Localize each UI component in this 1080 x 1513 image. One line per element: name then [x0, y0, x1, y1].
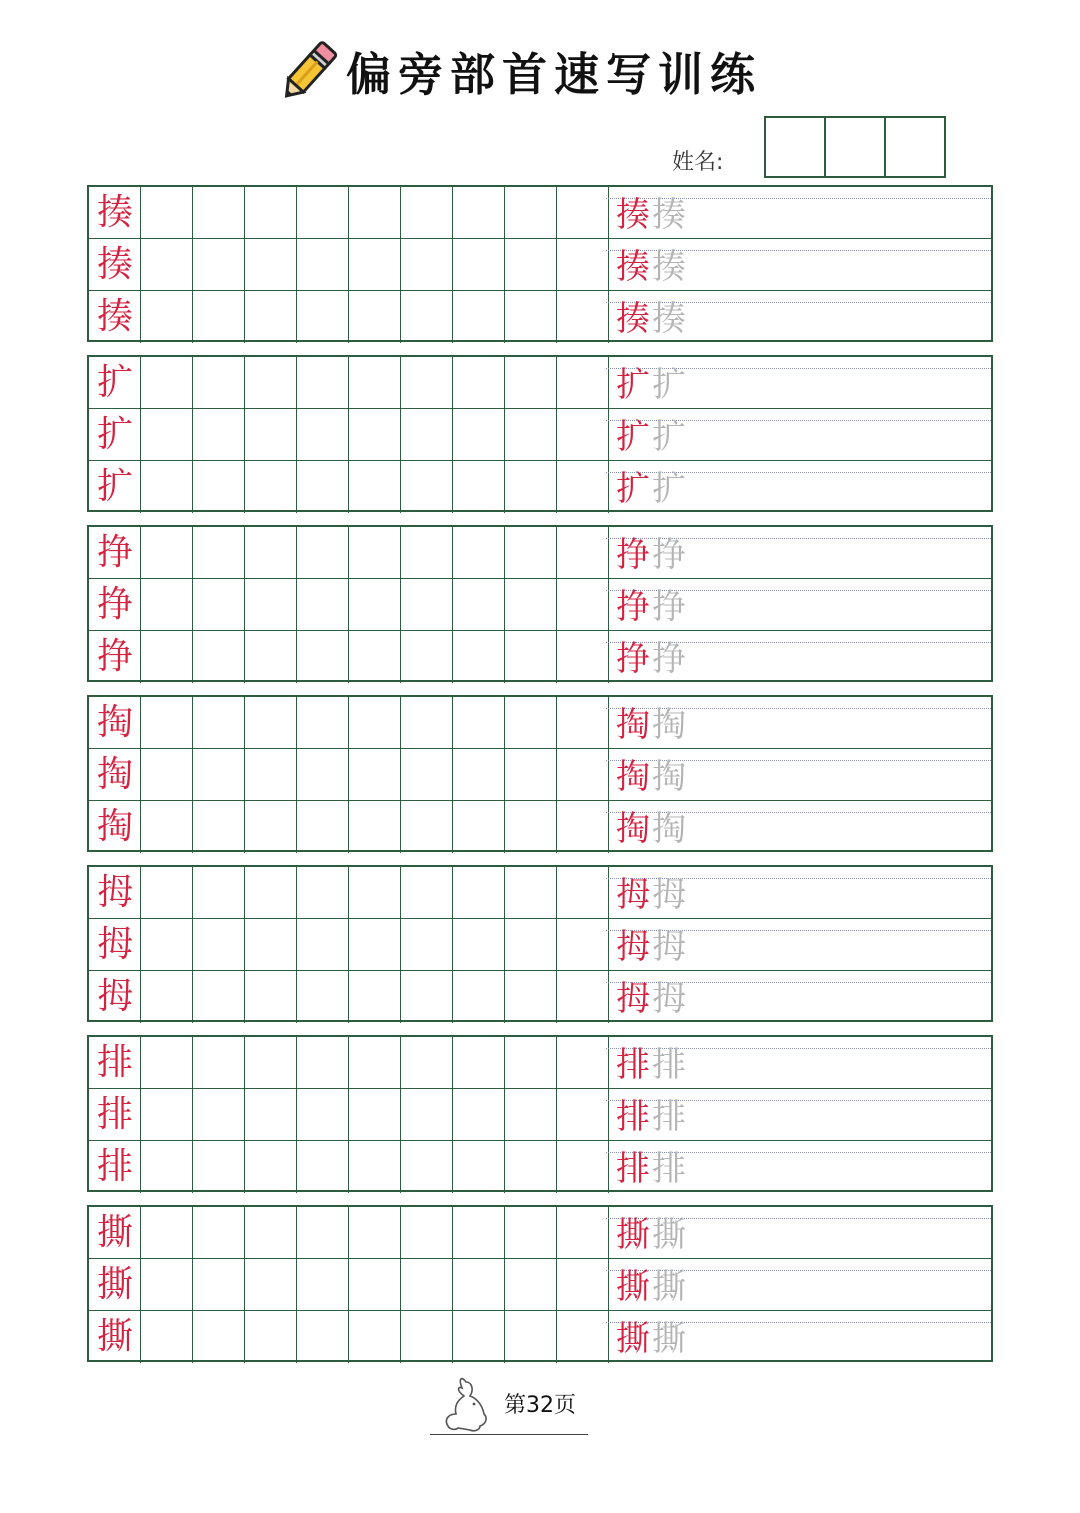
model-char: 掏: [616, 757, 650, 797]
footer-underline: [430, 1434, 588, 1435]
trace-char: 撕: [652, 1215, 686, 1255]
pencil-icon: [276, 38, 340, 106]
model-char: 挣: [96, 584, 133, 625]
worksheet-header: [0, 0, 1080, 180]
practice-block: [87, 865, 993, 1022]
block-border: [87, 1035, 993, 1192]
trace-char: 扩: [652, 365, 686, 405]
model-char: 排: [96, 1146, 133, 1187]
trace-char: 掏: [652, 705, 686, 745]
model-char: 挣: [616, 639, 650, 679]
model-char: 撕: [96, 1264, 133, 1305]
model-char: 掏: [96, 754, 133, 795]
trace-char: 掏: [652, 809, 686, 849]
model-char: 掏: [616, 809, 650, 849]
trace-char: 撕: [652, 1267, 686, 1307]
name-box[interactable]: [884, 116, 946, 178]
model-char: 扩: [616, 469, 650, 509]
worksheet-title: 偏旁部首速写训练: [346, 48, 763, 101]
model-char: 掏: [96, 806, 133, 847]
model-char: 掏: [616, 705, 650, 745]
model-char: 揍: [616, 299, 650, 339]
trace-char: 排: [652, 1097, 686, 1137]
model-char: 拇: [616, 979, 650, 1019]
block-border: [87, 1205, 993, 1362]
page-number: 第32页: [504, 1393, 576, 1418]
model-char: 排: [616, 1149, 650, 1189]
trace-char: 拇: [652, 979, 686, 1019]
model-char: 掏: [96, 702, 133, 743]
model-char: 扩: [96, 466, 133, 507]
practice-block: [87, 1205, 993, 1362]
model-char: 撕: [616, 1267, 650, 1307]
model-char: 揍: [96, 192, 133, 233]
model-char: 揍: [96, 296, 133, 337]
trace-char: 掏: [652, 757, 686, 797]
model-char: 撕: [616, 1215, 650, 1255]
trace-char: 撕: [652, 1319, 686, 1359]
model-char: 揍: [96, 244, 133, 285]
trace-char: 挣: [652, 587, 686, 627]
model-char: 撕: [96, 1316, 133, 1357]
model-char: 扩: [96, 414, 133, 455]
model-char: 拇: [616, 927, 650, 967]
practice-block: [87, 695, 993, 852]
trace-char: 揍: [652, 299, 686, 339]
block-border: [87, 185, 993, 342]
model-char: 扩: [96, 362, 133, 403]
block-border: [87, 695, 993, 852]
trace-char: 排: [652, 1045, 686, 1085]
model-char: 拇: [616, 875, 650, 915]
practice-block: [87, 355, 993, 512]
model-char: 挣: [96, 636, 133, 677]
name-boxes: [764, 116, 952, 178]
model-char: 扩: [616, 365, 650, 405]
trace-char: 拇: [652, 875, 686, 915]
model-char: 扩: [616, 417, 650, 457]
practice-block: [87, 525, 993, 682]
model-char: 揍: [616, 247, 650, 287]
name-box[interactable]: [764, 116, 826, 178]
rabbit-icon: [436, 1374, 496, 1436]
trace-char: 揍: [652, 247, 686, 287]
trace-char: 扩: [652, 469, 686, 509]
trace-char: 揍: [652, 195, 686, 235]
model-char: 拇: [96, 924, 133, 965]
trace-char: 拇: [652, 927, 686, 967]
model-char: 撕: [616, 1319, 650, 1359]
trace-char: 扩: [652, 417, 686, 457]
model-char: 排: [616, 1045, 650, 1085]
trace-char: 挣: [652, 639, 686, 679]
trace-char: 排: [652, 1149, 686, 1189]
model-char: 挣: [616, 587, 650, 627]
model-char: 挣: [616, 535, 650, 575]
practice-block: [87, 1035, 993, 1192]
block-border: [87, 865, 993, 1022]
model-char: 撕: [96, 1212, 133, 1253]
name-box[interactable]: [824, 116, 886, 178]
model-char: 揍: [616, 195, 650, 235]
model-char: 挣: [96, 532, 133, 573]
block-border: [87, 525, 993, 682]
model-char: 排: [616, 1097, 650, 1137]
block-border: [87, 355, 993, 512]
model-char: 排: [96, 1042, 133, 1083]
practice-block: [87, 185, 993, 342]
model-char: 排: [96, 1094, 133, 1135]
name-label: 姓名:: [672, 150, 724, 175]
model-char: 拇: [96, 872, 133, 913]
page-footer: [430, 1372, 590, 1442]
trace-char: 挣: [652, 535, 686, 575]
model-char: 拇: [96, 976, 133, 1017]
